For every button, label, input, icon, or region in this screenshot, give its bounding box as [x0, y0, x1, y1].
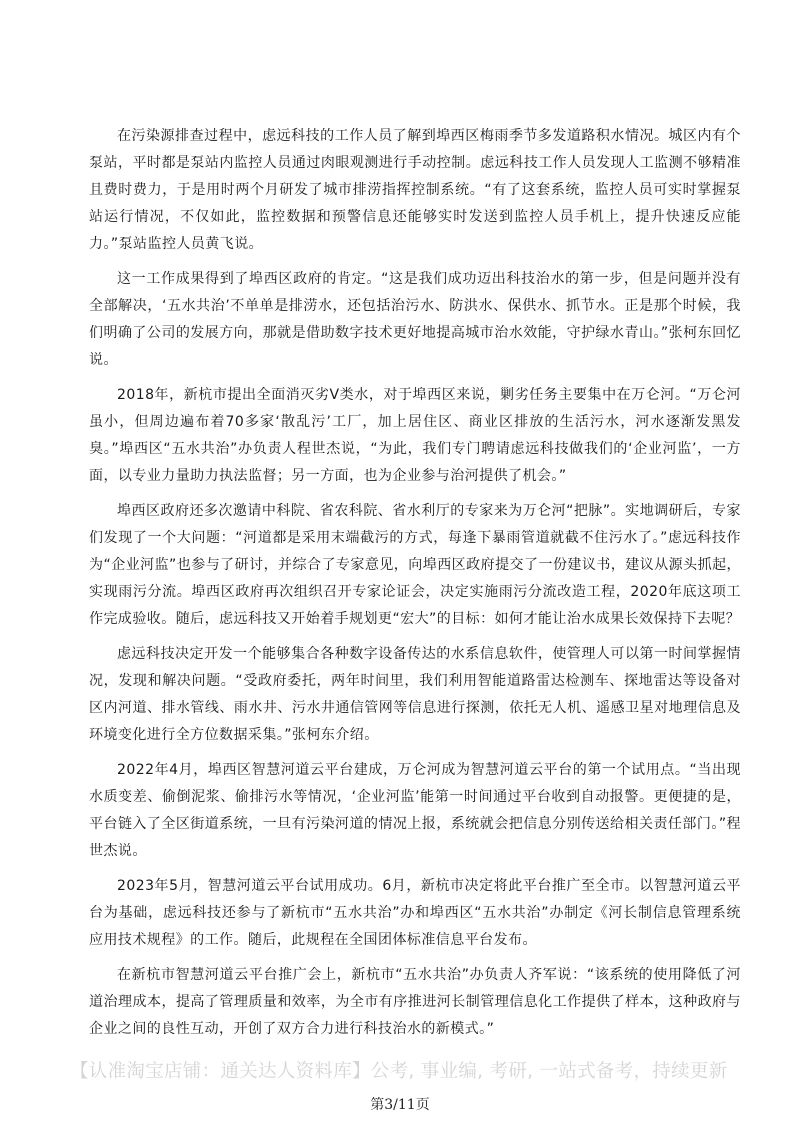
paragraph-2: 这一工作成果得到了埠西区政府的肯定。“这是我们成功迈出科技治水的第一步，但是问题并没有全部解决，‘五水共治’不单单是排涝水，还包括治污水、防洪水、保供水、抓节水。正是那个时候，我们明确了公司的发展方向，那就是借助数字技术更好地提高城市治水效能，守护绿水青山。”张柯东回忆说。	[89, 271, 741, 368]
article-body	[89, 123, 741, 1051]
watermark-text: 【认准淘宝店铺：通关达人资料库】公考, 事业编, 考研, 一站式备考，持续更新	[70, 1061, 728, 1082]
paragraph-1: 在污染源排查过程中，虑远科技的工作人员了解到埠西区梅雨季节多发道路积水情况。城区内有个泵站，平时都是泵站内监控人员通过肉眼观测进行手动控制。虑远科技工作人员发现人工监测不够精准且费时费力，于是用时两个月研发了城市排涝指挥控制系统。“有了这套系统，监控人员可实时掌握泵站运行情况，不仅如此，监控数据和预警信息还能够实时发送到监控人员手机上，提升快速反应能力。”泵站监控人员黄飞说。	[89, 128, 741, 252]
paragraph-5: 虑远科技决定开发一个能够集合各种数字设备传达的水系信息软件，使管理人可以第一时间掌握情况，发现和解决问题。“受政府委托，两年时间里，我们利用智能道路雷达检测车、探地雷达等设备对区内河道、排水管线、雨水井、污水井通信管网等信息进行探测，依托无人机、遥感卫星对地理信息及环境变化进行全方位数据采集。”张柯东介绍。	[89, 646, 741, 743]
paragraph-7: 2023年5月，智慧河道云平台试用成功。6月，新杭市决定将此平台推广至全市。以智慧河道云平台为基础，虑远科技还参与了新杭市“五水共治”办和埠西区“五水共治”办制定《河长制信息管理系统应用技术规程》的工作。随后，此规程在全国团体标准信息平台发布。	[89, 878, 741, 948]
paragraph-3: 2018年，新杭市提出全面消灭劣V类水，对于埠西区来说，剿劣任务主要集中在万仑河。“万仑河虽小，但周边遍布着70多家‘散乱污’工厂，加上居住区、商业区排放的生活污水，河水逐渐发黑发臭。”埠西区“五水共治”办负责人程世杰说，“为此，我们专门聘请虑远科技做我们的‘企业河监’，一方面，以专业力量助力执法监督；另一方面，也为企业参与治河提供了机会。”	[89, 387, 741, 484]
paragraph-8: 在新杭市智慧河道云平台推广会上，新杭市“五水共治”办负责人齐军说：“该系统的使用降低了河道治理成本，提高了管理质量和效率，为全市有序推进河长制管理信息化工作提供了样本，这种政府与企业之间的良性互动，开创了双方合力进行科技治水的新模式。”	[89, 967, 741, 1037]
paragraph-4: 埠西区政府还多次邀请中科院、省农科院、省水利厅的专家来为万仑河“把脉”。实地调研后，专家们发现了一个大问题：“河道都是采用末端截污的方式，每逢下暴雨管道就截不住污水了。”虑远科技作为“企业河监”也参与了研讨，并综合了专家意见，向埠西区政府提交了一份建议书，建议从源头抓起，实现雨污分流。埠西区政府再次组织召开专家论证会，决定实施雨污分流改造工程，2020年底这项工作完成验收。随后，虑远科技又开始着手规划更“宏大”的目标：如何才能让治水成果长效保持下去呢？	[89, 503, 741, 627]
paragraph-6: 2022年4月，埠西区智慧河道云平台建成，万仑河成为智慧河道云平台的第一个试用点。“当出现水质变差、偷倒泥浆、偷排污水等情况，‘企业河监’能第一时间通过平台收到自动报警。更便捷的是，平台链入了全区街道系统，一旦有污染河道的情况上报，系统就会把信息分别传送给相关责任部门。”程世杰说。	[89, 762, 741, 859]
page-number: 第3/11页	[370, 1097, 430, 1113]
